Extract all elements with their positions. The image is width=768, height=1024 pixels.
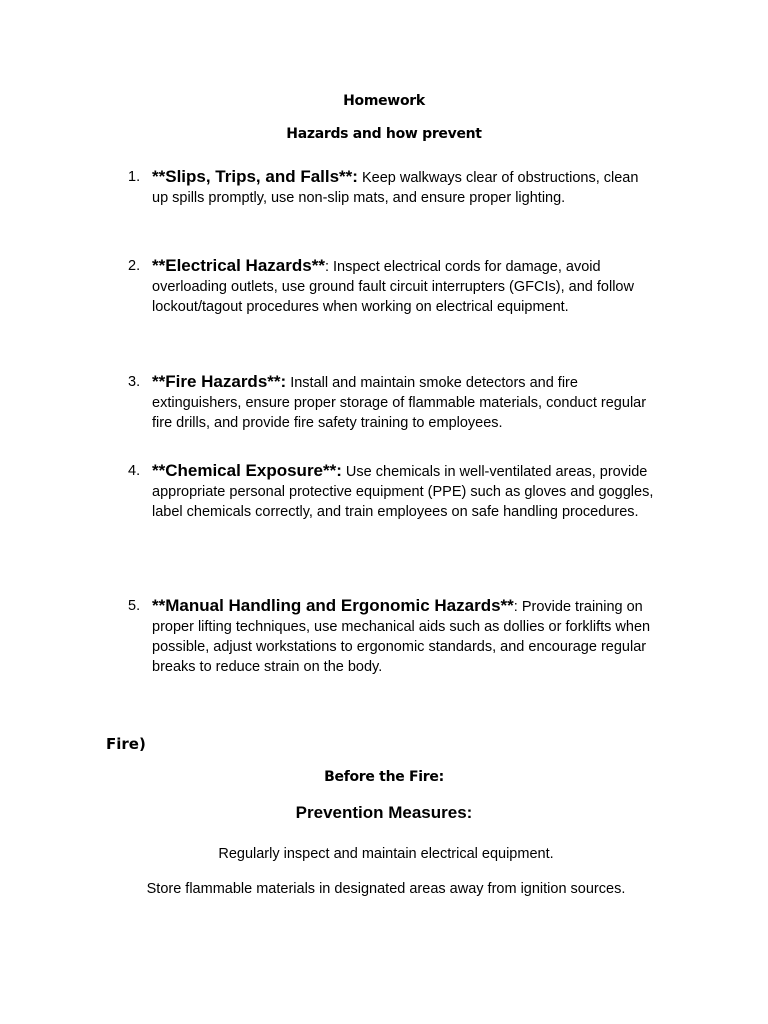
document-title: Homework [343,93,425,109]
hazard-number: 1. [128,169,141,185]
hazard-title: **Slips, Trips, and Falls**: [152,167,358,186]
hazard-number: 5. [128,598,141,614]
hazard-number: 4. [128,463,141,479]
hazard-item [128,596,657,677]
before-fire-heading: Before the Fire: [324,769,444,785]
hazard-item [128,167,657,208]
hazard-title: **Electrical Hazards** [152,256,325,275]
hazard-title: **Chemical Exposure**: [152,461,342,480]
hazard-number: 2. [128,258,141,274]
hazard-description: Install and maintain smoke detectors and fire extinguishers, ensure proper storage of flammable materials, conduct regular fire drills, and provide fire safety training to employees. [152,375,647,431]
hazard-number: 3. [128,374,141,390]
hazard-title: **Fire Hazards**: [152,372,287,391]
fire-section-label: Fire) [106,735,146,753]
prevention-measure: Regularly inspect and maintain electrical equipment. [218,846,554,862]
hazard-description: Use chemicals in well-ventilated areas, provide appropriate personal protective equipment (PPE) such as gloves and goggles, label chemicals correctly, and train employees on safe handling procedures. [152,464,654,520]
hazard-title: **Manual Handling and Ergonomic Hazards** [152,596,514,615]
document-subtitle: Hazards and how prevent [286,126,482,142]
hazard-description: Keep walkways clear of obstructions, clean up spills promptly, use non-slip mats, and ensure proper lighting. [152,170,639,206]
hazard-item [128,461,657,522]
prevention-heading: Prevention Measures: [295,803,473,822]
hazard-description: : Inspect electrical cords for damage, avoid overloading outlets, use ground fault circuit interrupters (GFCIs), and follow lockout/tagout procedures when working on electrical equipment. [152,259,634,315]
hazard-item [128,372,657,433]
hazard-item [128,256,657,317]
hazard-description: : Provide training on proper lifting techniques, use mechanical aids such as dollies or forklifts when possible, adjust workstations to ergonomic standards, and encourage regular breaks to reduce strain on the body. [152,599,651,675]
prevention-measure: Store flammable materials in designated areas away from ignition sources. [146,881,626,897]
